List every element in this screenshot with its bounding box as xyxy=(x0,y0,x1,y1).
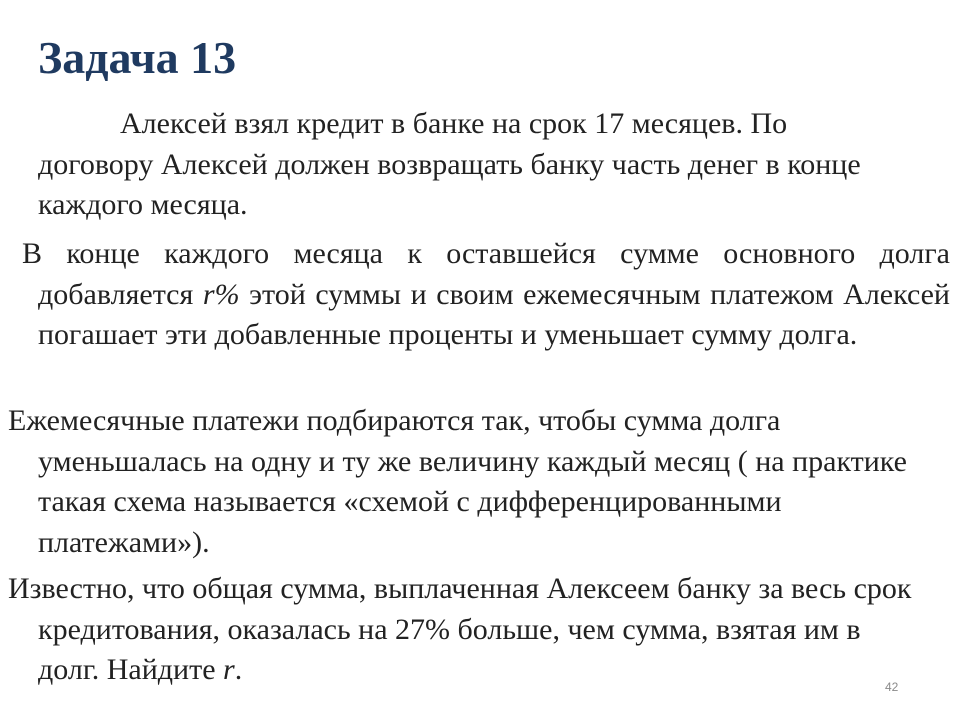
variable-r: r xyxy=(223,653,235,686)
paragraph-question xyxy=(8,569,918,691)
paragraph-interest-rule xyxy=(22,234,950,356)
variable-r-percent: r% xyxy=(202,277,240,311)
paragraph-interest-rule-start: В конце каждого месяца к оставшейся сумме основного долга добавляется xyxy=(22,237,950,311)
paragraph-payment-scheme: Ежемесячные платежи подбираются так, чтобы сумма долга уменьшалась на одну и ту же величину каждый месяц ( на практике такая схема называется «схемой с дифференцированными платежами»). xyxy=(8,404,907,559)
paragraph-interest-rule-end: этой суммы и своим ежемесячным платежом Алексей погашает эти добавленные проценты и уменьшает сумму долга. xyxy=(38,277,950,351)
paragraph-loan-terms: Алексей взял кредит в банке на срок 17 месяцев. По договору Алексей должен возвращать банку часть денег в конце каждого месяца. xyxy=(38,107,861,221)
page-number: 42 xyxy=(885,680,899,694)
slide-title: Задача 13 xyxy=(38,32,237,83)
paragraph-question-start: Известно, что общая сумма, выплаченная Алексеем банку за весь срок кредитования, оказалась на 27% больше, чем сумма, взятая им в долг. Найдите xyxy=(8,572,912,686)
paragraph-question-end: . xyxy=(234,653,243,686)
